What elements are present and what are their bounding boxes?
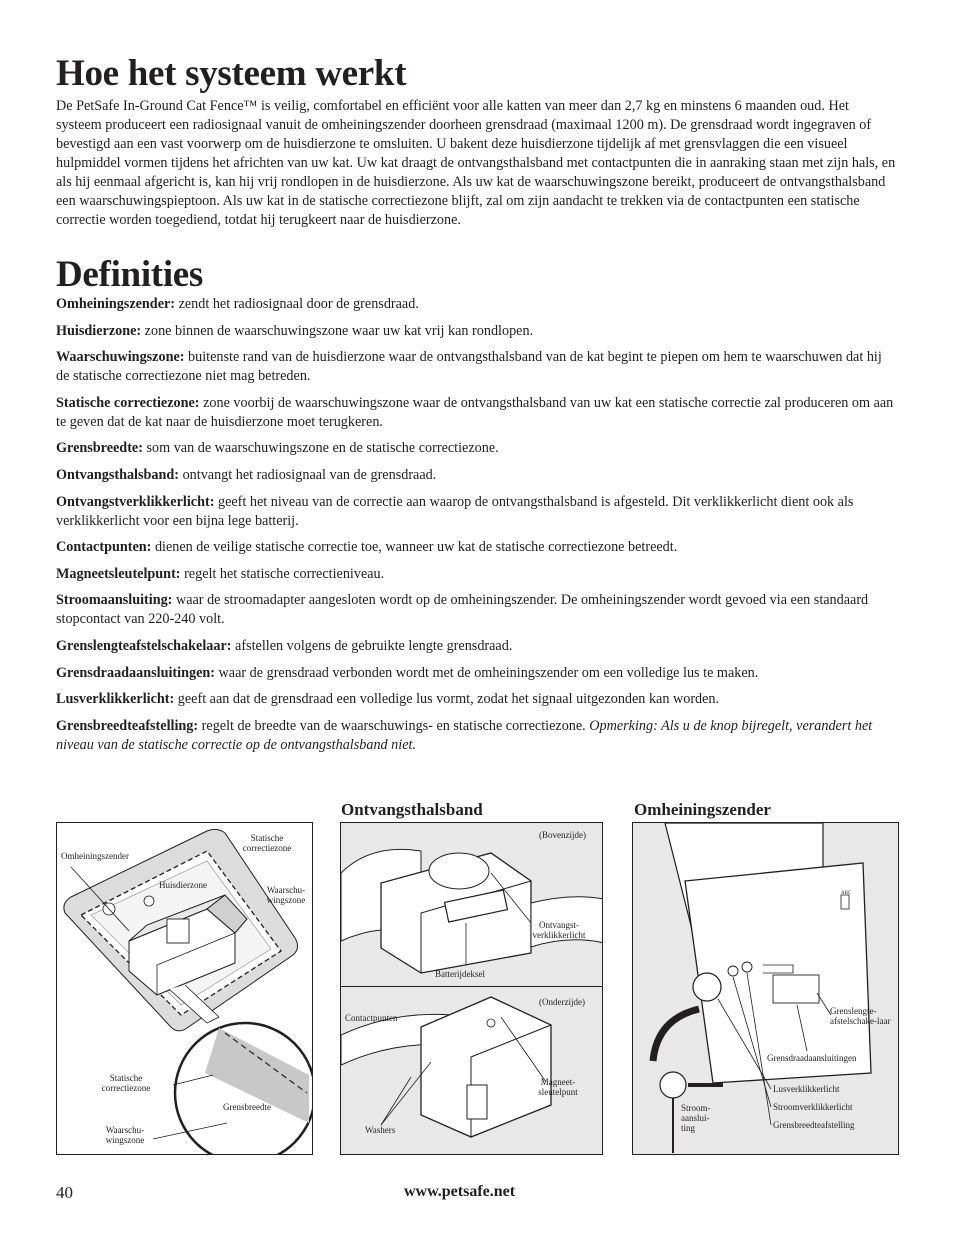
definition-item — [56, 493, 898, 531]
definition-item — [56, 394, 898, 432]
transmitter-diagram — [632, 822, 899, 1155]
definition-text: geeft aan dat de grensdraad een volledige lus vormt, zodat het signaal uitgezonden kan worden. — [177, 691, 720, 708]
definition-text: geeft het niveau van de correctie aan waarop de ontvangsthalsband is afgesteld. Dit verklikkerlicht dient ook als verklikkerlicht voor een bijna lege batterij. — [56, 493, 854, 529]
definition-text: regelt het statische correctieniveau. — [184, 565, 385, 582]
definition-term: Grensbreedte: — [56, 440, 143, 457]
label-contact-points: Contactpunten — [345, 1013, 398, 1023]
label-pet-area: Huisdierzone — [159, 880, 207, 890]
intro-paragraph: De PetSafe In-Ground Cat Fence™ is veilig, comfortabel en efficiënt voor alle katten van meer dan 2,7 kg en minstens 6 maanden oud. Het systeem produceert een radiosignaal vanuit de omheiningszender doorheen grensdraad (maximaal 1200 m). De grensdraad wordt ingegraven of bevestigd aan een vast voorwerp om de huisdierzone te omsluiten. U bakent deze huisdierzone tijdelijk af met grensvlaggen die een visueel hulpmiddel vormen tijdens het africhten van uw kat. Uw kat draagt de ontvangsthalsband met contactpunten die in aanraking staan met zijn hals, en als hij eenmaal afgericht is, kan hij vrij rondlopen in de huisdierzone. Als uw kat de waarschuwingszone bereikt, produceert de ontvangsthalsband een waarschuwingspieptoon. Als uw kat in de statische correctiezone blijft, zal om zijn aandacht te trekken via de contactpunten een statische correctie worden toegediend, totdat hij terugkeert naar de huisdierzone. — [56, 98, 896, 228]
definition-item — [56, 664, 898, 683]
definition-text: afstellen volgens de gebruikte lengte grensdraad. — [235, 637, 513, 654]
definition-item — [56, 591, 898, 629]
label-loop-light: Lusverklikkerlicht — [773, 1084, 840, 1094]
label-top-view: (Bovenzijde) — [539, 830, 586, 840]
definition-item — [56, 717, 898, 755]
definition-term: Grensdraadaansluitingen: — [56, 664, 215, 681]
definition-item — [56, 538, 898, 557]
heading-definitions: Definities — [56, 254, 204, 295]
definition-text: waar de stroomadapter aangesloten wordt op de omheiningszender. De omheiningszender wordt gevoed via een standaard stopcontact van 220-240 volt. — [56, 592, 869, 628]
definition-text: zendt het radiosignaal door de grensdraad. — [178, 296, 419, 312]
definition-text: dienen de veilige statische correctie toe, wanneer uw kat de statische correctiezone betreedt. — [154, 539, 678, 556]
definition-term: Magneetsleutelpunt: — [56, 565, 181, 582]
label-power-jack: Stroom-aanslui-ting — [681, 1103, 711, 1133]
definition-term: Huisdierzone: — [56, 322, 142, 339]
definition-term: Grensbreedteafstelling: — [56, 717, 199, 734]
definition-term: Statische correctiezone: — [56, 394, 200, 411]
label-switch: ABC — [841, 891, 852, 896]
definition-term: Stroomaansluiting: — [56, 592, 173, 609]
collar-top-diagram — [340, 822, 603, 987]
definition-term: Lusverklikkerlicht: — [56, 691, 175, 708]
label-warning-zone-top: Waarschu-wingszone — [266, 885, 306, 905]
definitions-list — [56, 295, 898, 762]
label-width-adjust: Grensbreedteafstelling — [773, 1120, 855, 1130]
definition-note: Opmerking: Als u de knop bijregelt, verandert het niveau van de statische correctie op de ontvangsthalsband niet. — [56, 717, 873, 753]
heading-how-it-works: Hoe het systeem werkt — [56, 53, 407, 94]
caption-collar: Ontvangsthalsband — [341, 800, 483, 819]
definition-item — [56, 322, 898, 341]
definition-item — [56, 565, 898, 584]
collar-bottom-diagram — [340, 986, 603, 1155]
label-power-light: Stroomverklikkerlicht — [773, 1102, 853, 1112]
label-warning-zone-bottom: Waarschu-wingszone — [105, 1125, 145, 1145]
label-transmitter: Omheiningszender — [61, 851, 129, 861]
label-length-switch: Grenslengte-afstelschake-laar — [830, 1006, 891, 1026]
label-washers: Washers — [365, 1125, 396, 1135]
yard-illustration — [57, 823, 313, 1155]
definition-term: Omheiningszender: — [56, 296, 176, 312]
label-boundary-width: Grensbreedte — [223, 1102, 271, 1112]
caption-transmitter: Omheiningszender — [634, 800, 771, 819]
definition-text: zone voorbij de waarschuwingszone waar de ontvangsthalsband van uw kat een statische correctie zal produceren om aan te geven dat de kat naar de huisdierzone moet terugkeren. — [56, 394, 894, 430]
definition-text: som van de waarschuwingszone en de statische correctiezone. — [146, 440, 499, 457]
label-wire-terminals: Grensdraadaansluitingen — [767, 1053, 857, 1063]
label-battery-cover: Batterijdeksel — [435, 969, 485, 979]
footer-url: www.petsafe.net — [404, 1183, 516, 1200]
definition-text: zone binnen de waarschuwingszone waar uw kat vrij kan rondlopen. — [144, 322, 534, 339]
definition-text: buitenste rand van de huisdierzone waar de ontvangsthalsband van de kat begint te piepen om hem te waarschuwen dat hij de statische correctiezone niet mag betreden. — [56, 349, 882, 385]
definition-term: Grenslengteafstelschakelaar: — [56, 637, 232, 654]
label-receiver-light: Ontvangst-verklikkerlicht — [532, 920, 586, 940]
definition-item — [56, 439, 898, 458]
definition-item — [56, 348, 898, 386]
yard-diagram — [56, 822, 313, 1155]
definition-term: Contactpunten: — [56, 539, 152, 556]
definition-item — [56, 690, 898, 709]
label-bottom-view: (Onderzijde) — [539, 997, 585, 1007]
definition-item — [56, 466, 898, 485]
definition-term: Ontvangstverklikkerlicht: — [56, 493, 215, 510]
label-magnet-key: Magneet-sleutelpunt — [538, 1077, 578, 1097]
definition-text: regelt de breedte van de waarschuwings- en statische correctiezone. — [201, 717, 586, 734]
definition-text: waar de grensdraad verbonden wordt met de omheiningszender om een volledige lus te maken. — [218, 664, 759, 681]
label-static-zone-top: Statische correctiezone — [242, 833, 292, 853]
label-static-zone-bottom: Statische correctiezone — [101, 1073, 151, 1093]
definition-item — [56, 637, 898, 656]
definition-term: Waarschuwingszone: — [56, 349, 185, 366]
page-number: 40 — [56, 1183, 73, 1202]
definition-text: ontvangt het radiosignaal van de grensdraad. — [182, 466, 437, 483]
transmitter-illustration — [633, 823, 899, 1155]
definition-term: Ontvangsthalsband: — [56, 466, 180, 483]
definition-item — [56, 295, 898, 314]
collar-top-illustration — [341, 823, 603, 987]
